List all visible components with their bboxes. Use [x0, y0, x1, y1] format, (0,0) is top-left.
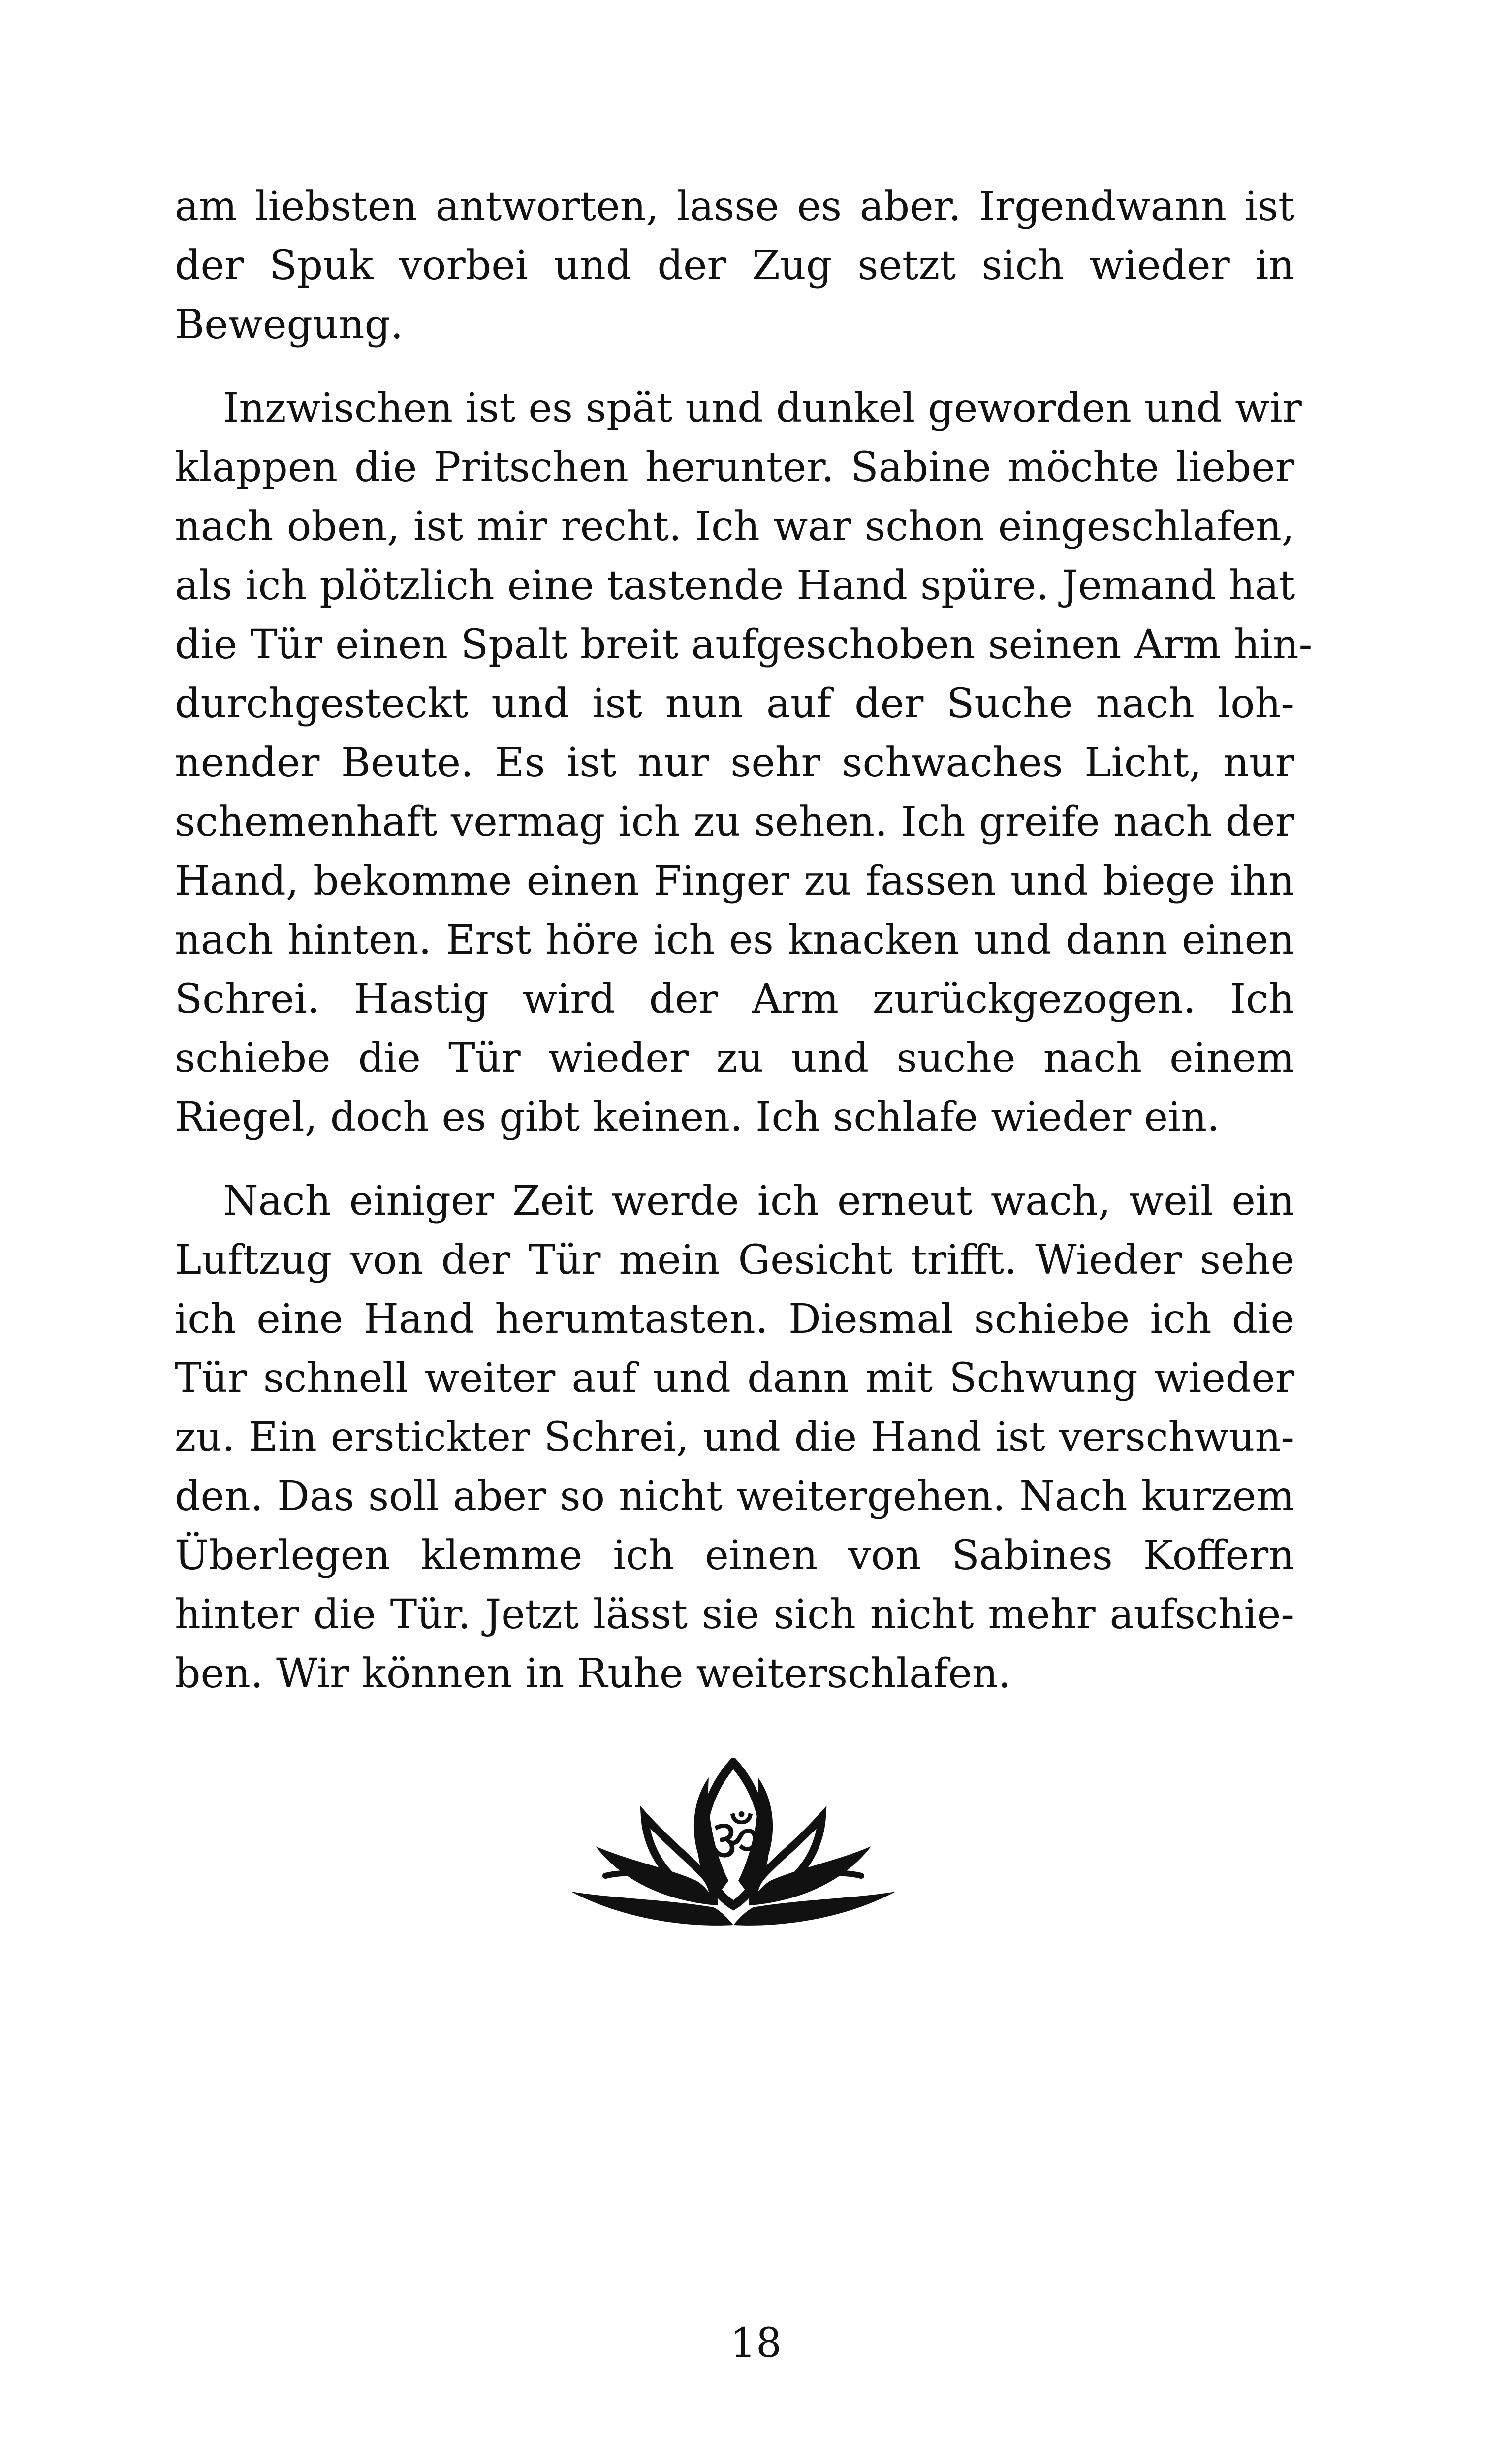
text-line: schemenhaft vermag ich zu sehen. Ich greife nach der [175, 799, 1294, 845]
paragraph-3 [175, 1172, 1294, 1704]
text-line: Schrei. Hastig wird der Arm zurückgezogen. Ich [175, 976, 1294, 1023]
text-line: die Tür einen Spalt breit aufgeschoben seinen Arm hin- [175, 621, 1313, 668]
text-line: klappen die Pritschen herunter. Sabine möchte lieber [175, 444, 1294, 491]
text-line: am liebsten antworten, lasse es aber. Irgendwann ist [175, 183, 1294, 230]
text-line: Inzwischen ist es spät und dunkel geworden und wir [223, 385, 1302, 432]
text-line: zu. Ein erstickter Schrei, und die Hand ist verschwun- [175, 1414, 1294, 1461]
page-body [175, 177, 1313, 1728]
svg-text:ॐ: ॐ [706, 1807, 760, 1875]
lotus-om-icon [566, 1758, 901, 1940]
text-line: der Spuk vorbei und der Zug setzt sich wieder in [175, 242, 1294, 289]
text-line: Nach einiger Zeit werde ich erneut wach, weil ein [223, 1178, 1294, 1224]
text-line: ben. Wir können in Ruhe weiterschlafen. [175, 1650, 1011, 1697]
text-line: hinter die Tür. Jetzt lässt sie sich nicht mehr aufschie- [175, 1591, 1294, 1638]
page-number: 18 [730, 2320, 782, 2367]
text-line: durchgesteckt und ist nun auf der Suche nach loh- [175, 680, 1294, 727]
paragraph-1 [175, 177, 1294, 354]
text-line: nach oben, ist mir recht. Ich war schon eingeschlafen, [175, 503, 1294, 550]
text-line: ich eine Hand herumtasten. Diesmal schiebe ich die [175, 1296, 1294, 1343]
text-line: Hand, bekomme einen Finger zu fassen und biege ihn [175, 858, 1294, 904]
text-line: Bewegung. [175, 301, 404, 348]
paragraph-2 [175, 379, 1313, 1147]
text-line: nender Beute. Es ist nur sehr schwaches Licht, nur [175, 739, 1294, 786]
text-line: Tür schnell weiter auf und dann mit Schwung wieder [175, 1355, 1294, 1402]
text-line: als ich plötzlich eine tastende Hand spüre. Jemand hat [175, 562, 1295, 609]
text-line: nach hinten. Erst höre ich es knacken und dann einen [175, 917, 1294, 964]
text-line: Luftzug von der Tür mein Gesicht trifft. Wieder sehe [175, 1237, 1294, 1284]
text-line: Riegel, doch es gibt keinen. Ich schlafe wieder ein. [175, 1094, 1220, 1141]
text-line: Überlegen klemme ich einen von Sabines Koffern [175, 1532, 1294, 1579]
text-line: schiebe die Tür wieder zu und suche nach einem [175, 1035, 1294, 1082]
text-line: den. Das soll aber so nicht weitergehen. Nach kurzem [175, 1473, 1294, 1520]
